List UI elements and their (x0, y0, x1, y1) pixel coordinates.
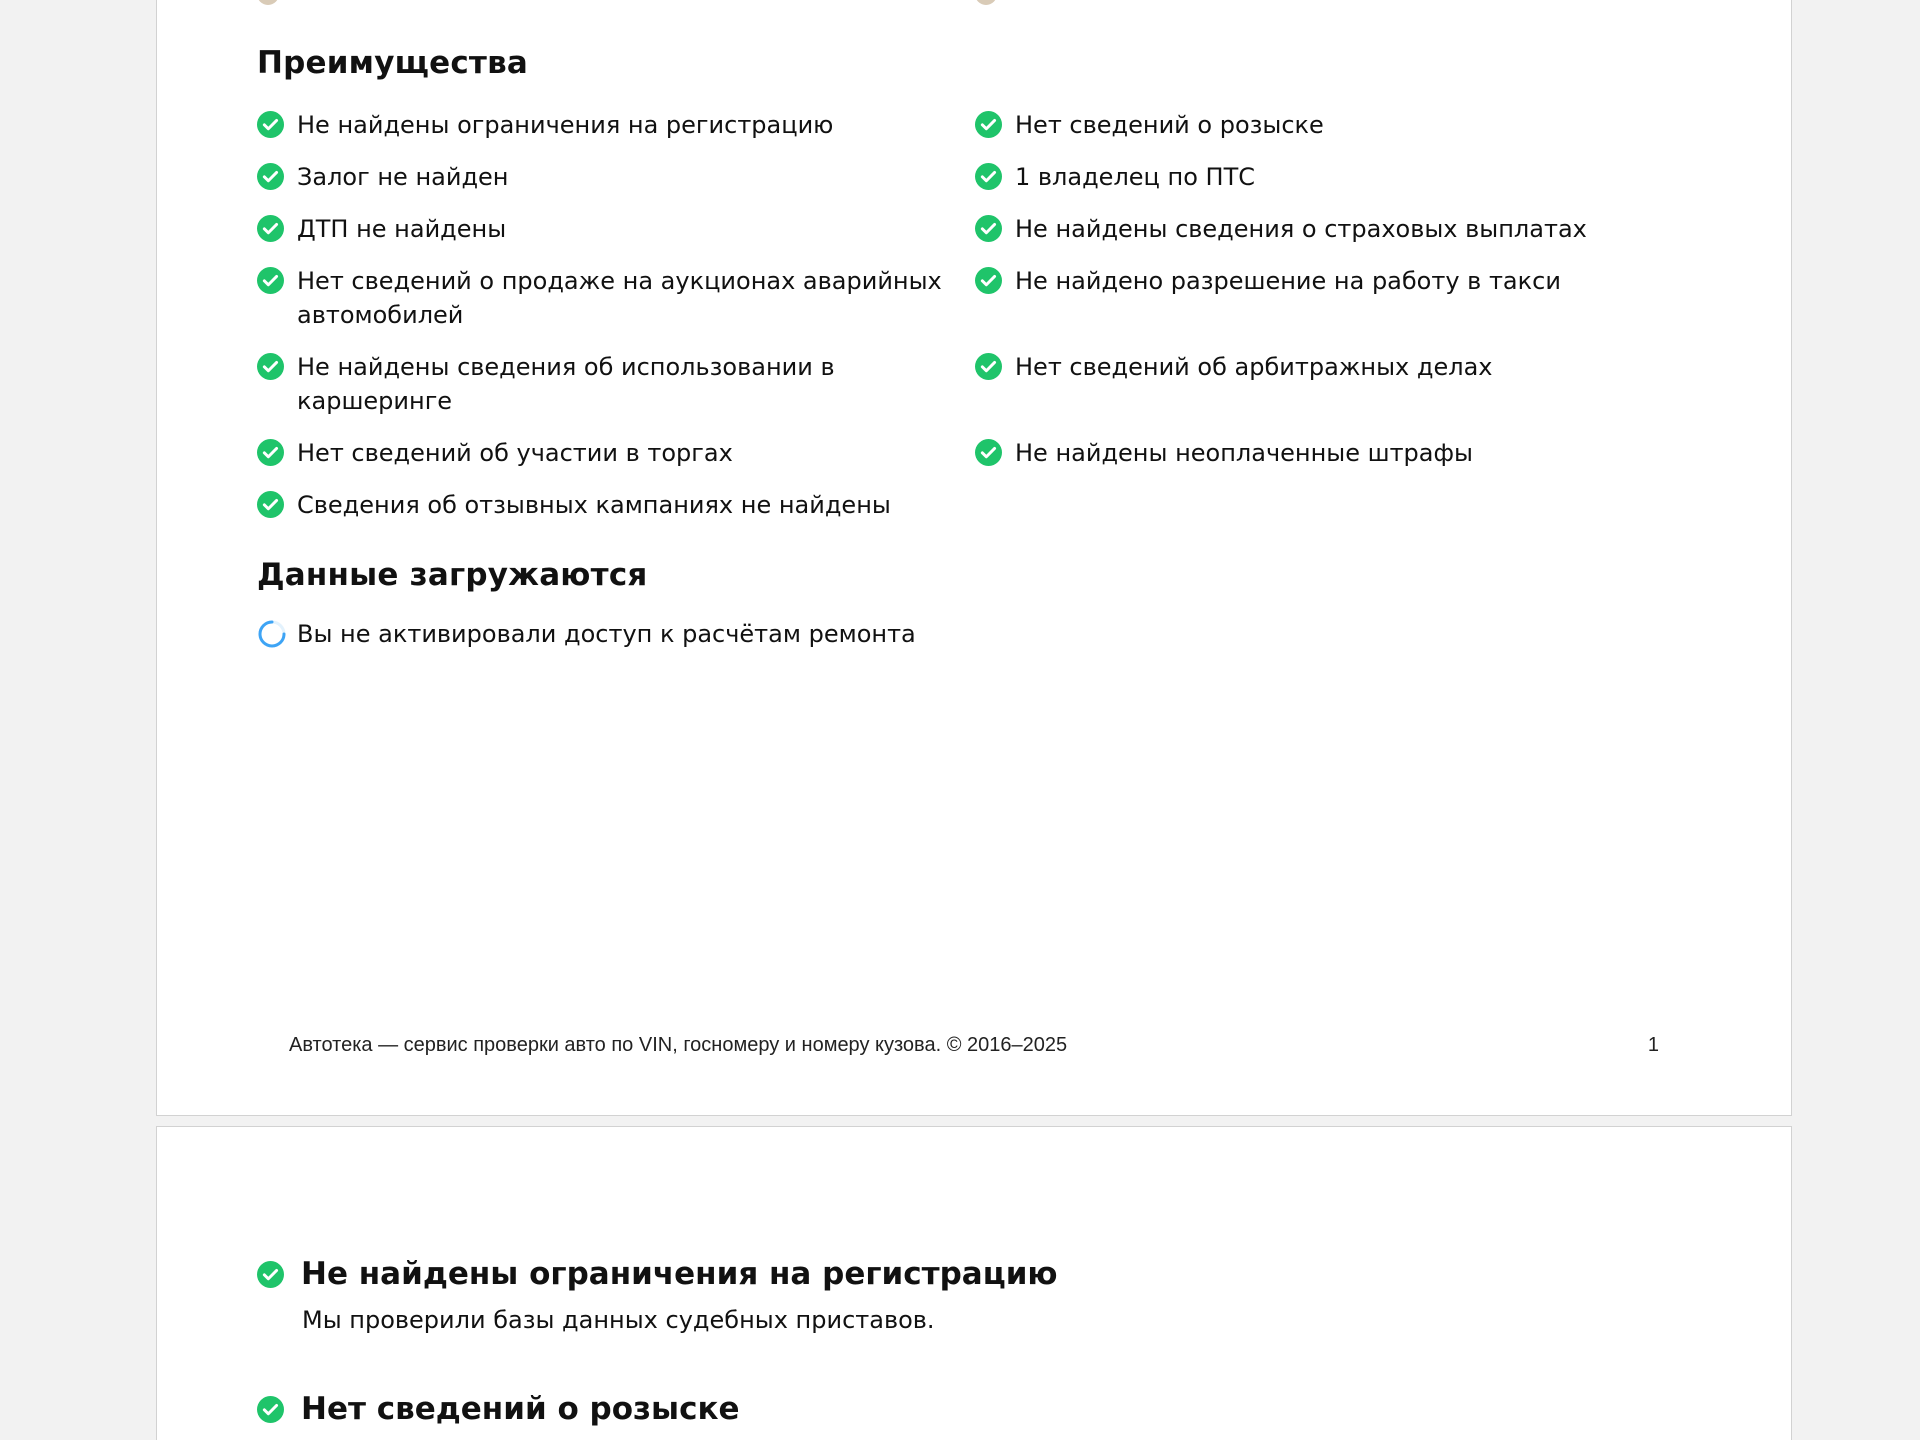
previous-section-cutoff (257, 0, 1757, 7)
footer-text: Автотека — сервис проверки авто по VIN, госномеру и номеру кузова. © 2016–2025 (289, 1034, 1068, 1056)
detail-heading (257, 1254, 1058, 1294)
check-circle-icon (975, 353, 1002, 380)
advantage-text: Не найдены сведения о страховых выплатах (1015, 215, 1587, 243)
advantage-item (257, 350, 975, 436)
advantage-item (257, 436, 975, 488)
advantage-text: Не найдены неоплаченные штрафы (1015, 439, 1473, 467)
detail-section (257, 1254, 1058, 1334)
status-dot-icon (975, 0, 997, 5)
advantage-text: Нет сведений о продаже на аукционах аварийных автомобилей (297, 267, 942, 329)
check-circle-icon (257, 491, 284, 518)
check-circle-icon (975, 111, 1002, 138)
advantage-item (975, 108, 1657, 160)
advantage-item (257, 160, 975, 212)
advantage-text: Сведения об отзывных кампаниях не найдены (297, 491, 891, 519)
status-dot-icon (257, 0, 279, 5)
advantage-text: Не найдено разрешение на работу в такси (1015, 267, 1561, 295)
check-circle-icon (975, 439, 1002, 466)
advantage-item (975, 264, 1657, 350)
check-circle-icon (257, 1396, 284, 1423)
advantage-item (257, 264, 975, 350)
advantage-item (257, 108, 975, 160)
loading-item (257, 617, 916, 651)
page-footer (289, 1034, 1659, 1057)
advantage-text: Нет сведений об участии в торгах (297, 439, 733, 467)
advantage-text: Нет сведений об арбитражных делах (1015, 353, 1493, 381)
advantage-item (975, 160, 1657, 212)
detail-title: Нет сведений о розыске (301, 1391, 740, 1427)
advantage-item (975, 350, 1657, 436)
page-number: 1 (1647, 1034, 1659, 1056)
check-circle-icon (257, 111, 284, 138)
loading-item-text: Вы не активировали доступ к расчётам ремонта (297, 620, 916, 648)
advantage-text: Залог не найден (297, 163, 509, 191)
advantage-text: Не найдены ограничения на регистрацию (297, 111, 834, 139)
advantage-item (975, 212, 1657, 264)
check-circle-icon (257, 353, 284, 380)
check-circle-icon (975, 267, 1002, 294)
check-circle-icon (257, 1261, 284, 1288)
advantage-item (257, 212, 975, 264)
detail-section (257, 1389, 740, 1429)
spinner-icon (257, 619, 287, 649)
detail-heading (257, 1389, 740, 1429)
check-circle-icon (975, 215, 1002, 242)
detail-title: Не найдены ограничения на регистрацию (301, 1256, 1058, 1292)
report-page-1 (156, 0, 1792, 1116)
advantage-text: ДТП не найдены (297, 215, 507, 243)
loading-heading: Данные загружаются (257, 557, 648, 593)
advantage-item (257, 488, 975, 540)
advantage-text: Не найдены сведения об использовании в каршеринге (297, 353, 835, 415)
detail-description: Мы проверили базы данных судебных приставов. (302, 1306, 935, 1334)
check-circle-icon (257, 267, 284, 294)
advantage-text: Нет сведений о розыске (1015, 111, 1324, 139)
check-circle-icon (257, 439, 284, 466)
check-circle-icon (257, 163, 284, 190)
check-circle-icon (975, 163, 1002, 190)
advantage-item (975, 436, 1657, 488)
advantage-text: 1 владелец по ПТС (1015, 163, 1255, 191)
check-circle-icon (257, 215, 284, 242)
report-page-2 (156, 1126, 1792, 1440)
advantages-list (257, 108, 1657, 540)
advantages-heading: Преимущества (257, 45, 529, 81)
